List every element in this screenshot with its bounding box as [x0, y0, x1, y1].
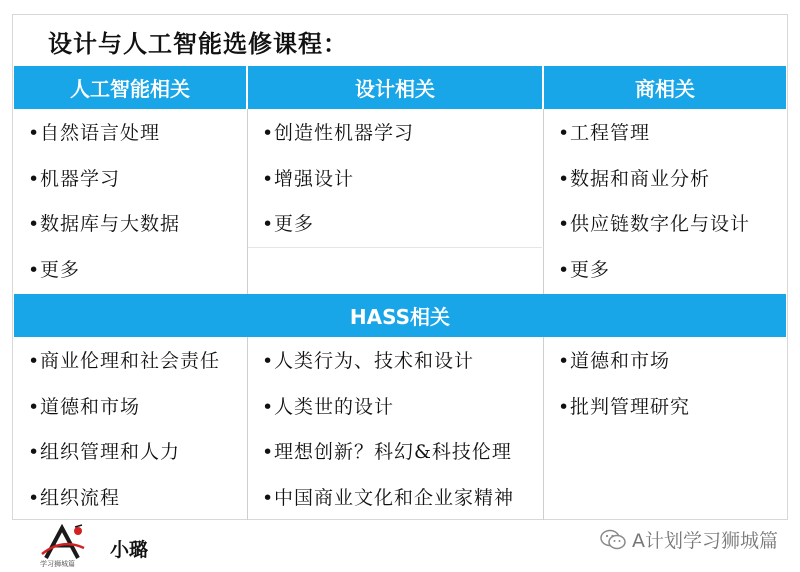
column-divider	[247, 337, 248, 520]
wechat-icon	[600, 529, 626, 551]
list-item: •道德和市场	[28, 395, 141, 418]
page-title: 设计与人工智能选修课程：	[48, 30, 348, 58]
list-item: •机器学习	[28, 167, 121, 190]
header-design: 设计相关	[248, 66, 542, 109]
watermark-text: A计划学习狮城篇	[632, 530, 778, 552]
hass-course-list-2	[248, 337, 542, 520]
list-item: •人类行为、技术和设计	[262, 350, 475, 372]
list-item: •组织管理和人力	[28, 441, 181, 463]
list-item: •批判管理研究	[558, 395, 691, 418]
author-name: 小璐	[110, 539, 149, 561]
list-item: •理想创新？科幻&科技伦理	[262, 441, 512, 463]
business-course-list	[544, 109, 786, 294]
hass-course-list-1	[14, 337, 246, 520]
logo-caption: 学习狮城篇	[40, 560, 75, 568]
watermark	[600, 526, 778, 553]
hass-course-list-3	[544, 337, 786, 520]
list-item: •商业伦理和社会责任	[28, 350, 221, 372]
list-item: •数据和商业分析	[558, 167, 711, 190]
list-item: •更多	[28, 258, 81, 281]
list-item: •工程管理	[558, 122, 651, 144]
design-course-list	[248, 109, 542, 247]
column-divider	[247, 109, 248, 294]
list-item: •中国商业文化和企业家精神	[262, 486, 515, 509]
header-hass: HASS相关	[14, 294, 786, 337]
list-item: •道德和市场	[558, 350, 671, 372]
list-item: •创造性机器学习	[262, 122, 415, 144]
course-table	[14, 66, 786, 520]
list-item: •供应链数字化与设计	[558, 213, 751, 235]
column-divider	[543, 109, 544, 294]
list-item: •更多	[262, 213, 315, 235]
design-empty-cell	[248, 247, 542, 294]
list-item: •增强设计	[262, 167, 355, 190]
list-item: •自然语言处理	[28, 122, 161, 144]
list-item: •数据库与大数据	[28, 213, 181, 235]
header-ai: 人工智能相关	[14, 66, 246, 109]
list-item: •人类世的设计	[262, 395, 395, 418]
ai-course-list	[14, 109, 246, 294]
list-item: •更多	[558, 258, 611, 281]
column-divider	[543, 337, 544, 520]
header-business: 商相关	[544, 66, 786, 109]
list-item: •组织流程	[28, 486, 121, 509]
